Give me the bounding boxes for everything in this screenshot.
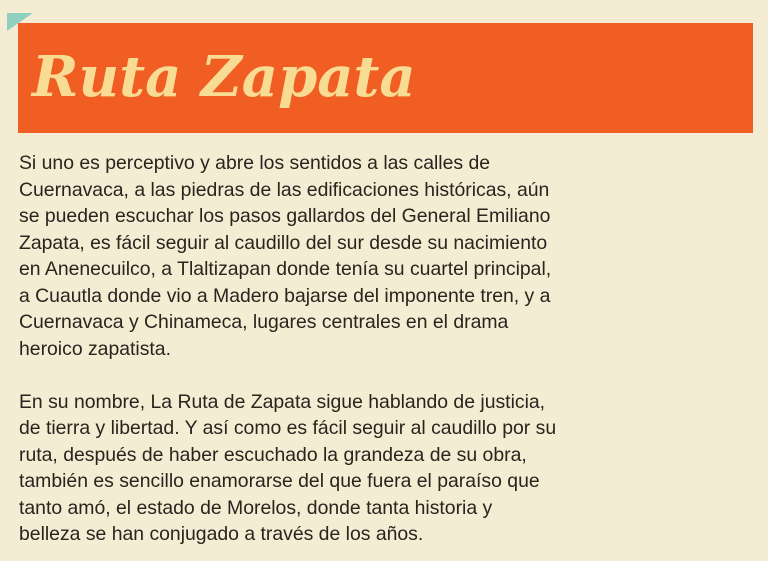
article-body [19, 150, 619, 548]
paragraph-1: Si uno es perceptivo y abre los sentidos a las calles de Cuernavaca, a las piedras de las edificaciones históricas, aún se pueden escuchar los pasos gallardos del General Emiliano Zapata, es fácil seguir al caudillo del sur desde su nacimiento en Anenecuilco, a Tlaltizapan donde tenía su cuartel principal, a Cuautla donde vio a Madero bajarse del imponente tren, y a Cuernavaca y Chinameca, lugares centrales en el drama heroico zapatista. [19, 152, 552, 360]
paragraph-2: En su nombre, La Ruta de Zapata sigue hablando de justicia, de tierra y libertad. Y así como es fácil seguir al caudillo por su ruta, después de haber escuchado la grandeza de su obra, también es sencillo enamorarse del que fuera el paraíso que tanto amó, el estado de Morelos, donde tanta historia y belleza se han conjugado a través de los años. [19, 390, 557, 545]
page-title: Ruta Zapata [32, 44, 416, 110]
title-banner [18, 23, 753, 133]
